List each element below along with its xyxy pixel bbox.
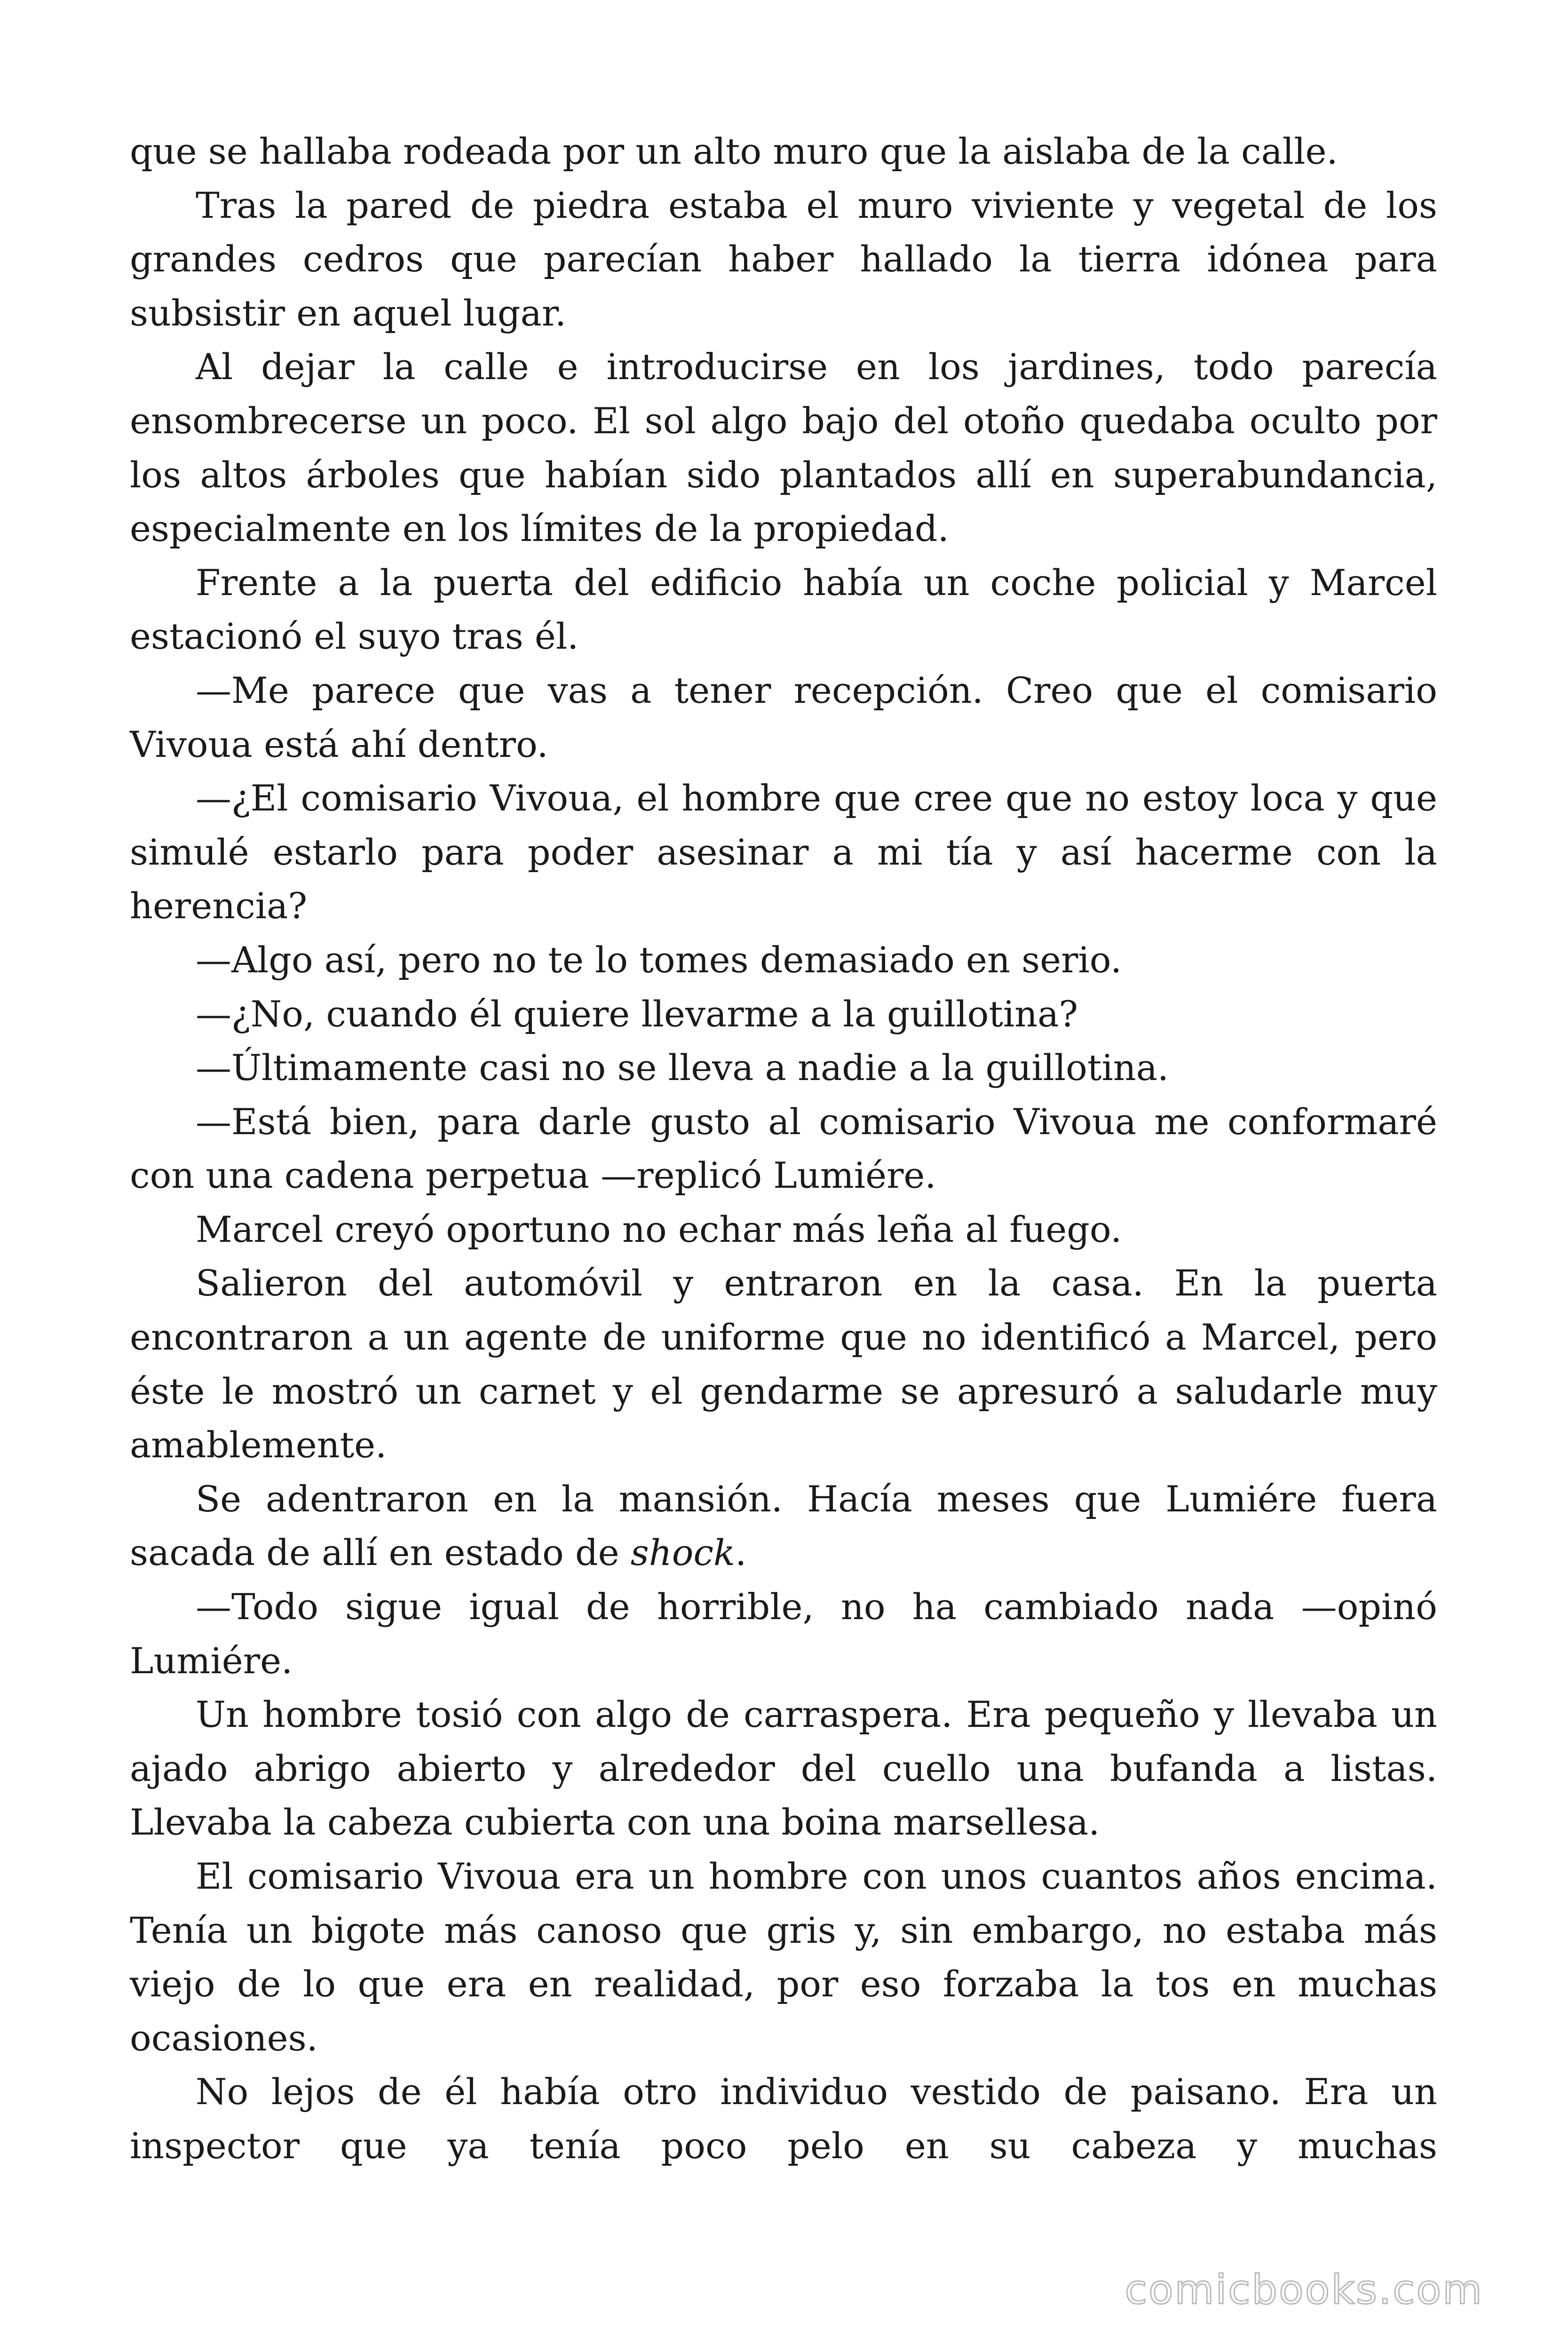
paragraph: Al dejar la calle e introducirse en los jardines, todo parecía ensombrecerse un poco. El sol algo bajo del otoño quedaba oculto por los altos árboles que habían sido plantados allí en superabundancia, especialmente en los límites de la propiedad. <box>130 346 1437 550</box>
dialogue-paragraph: —Últimamente casi no se lleva a nadie a la guillotina. <box>196 1047 1169 1089</box>
paragraph: que se hallaba rodeada por un alto muro que la aislaba de la calle. <box>130 130 1338 172</box>
paragraph: Frente a la puerta del edificio había un coche policial y Marcel estacionó el suyo tras él. <box>130 561 1437 658</box>
paragraph: Salieron del automóvil y entraron en la casa. En la puerta encontraron a un agente de uniforme que no identificó a Marcel, pero éste le mostró un carnet y el gendarme se apresuró a saludarle muy amablemente. <box>130 1262 1437 1466</box>
dialogue-paragraph: —Me parece que vas a tener recepción. Creo que el comisario Vivoua está ahí dentro. <box>130 669 1437 765</box>
paragraph-text-after: . <box>735 1532 747 1574</box>
dialogue-paragraph: —Algo así, pero no te lo tomes demasiado en serio. <box>196 938 1122 981</box>
italic-word: shock <box>630 1532 736 1574</box>
paragraph: Un hombre tosió con algo de carraspera. Era pequeño y llevaba un ajado abrigo abierto y alrededor del cuello una bufanda a listas. Llevaba la cabeza cubierta con una boina marsellesa. <box>130 1693 1437 1843</box>
dialogue-paragraph: —Está bien, para darle gusto al comisario Vivoua me conformaré con una cadena perpetua —replicó Lumiére. <box>130 1100 1437 1197</box>
watermark: comicbooks.com <box>1125 2266 1483 2313</box>
paragraph: Tras la pared de piedra estaba el muro viviente y vegetal de los grandes cedros que parecían haber hallado la tierra idónea para subsistir en aquel lugar. <box>130 184 1437 334</box>
paragraph-with-italic <box>130 1472 1437 1580</box>
dialogue-paragraph: —Todo sigue igual de horrible, no ha cambiado nada —opinó Lumiére. <box>130 1586 1437 1682</box>
paragraph: No lejos de él había otro individuo vestido de paisano. Era un inspector que ya tenía poco pelo en su cabeza y muchas <box>130 2071 1437 2167</box>
paragraph-text-before: Se adentraron en la mansión. Hacía meses que Lumiére fuera sacada de allí en estado de <box>130 1478 1437 1574</box>
body-text <box>130 125 1437 2173</box>
paragraph: Marcel creyó oportuno no echar más leña al fuego. <box>196 1208 1122 1250</box>
dialogue-paragraph: —¿No, cuando él quiere llevarme a la guillotina? <box>196 993 1078 1035</box>
dialogue-paragraph: —¿El comisario Vivoua, el hombre que cree que no estoy loca y que simulé estarlo para poder asesinar a mi tía y así hacerme con la herencia? <box>130 777 1437 927</box>
paragraph: El comisario Vivoua era un hombre con unos cuantos años encima. Tenía un bigote más canoso que gris y, sin embargo, no estaba más viejo de lo que era en realidad, por eso forzaba la tos en muchas ocasiones. <box>130 1855 1437 2059</box>
